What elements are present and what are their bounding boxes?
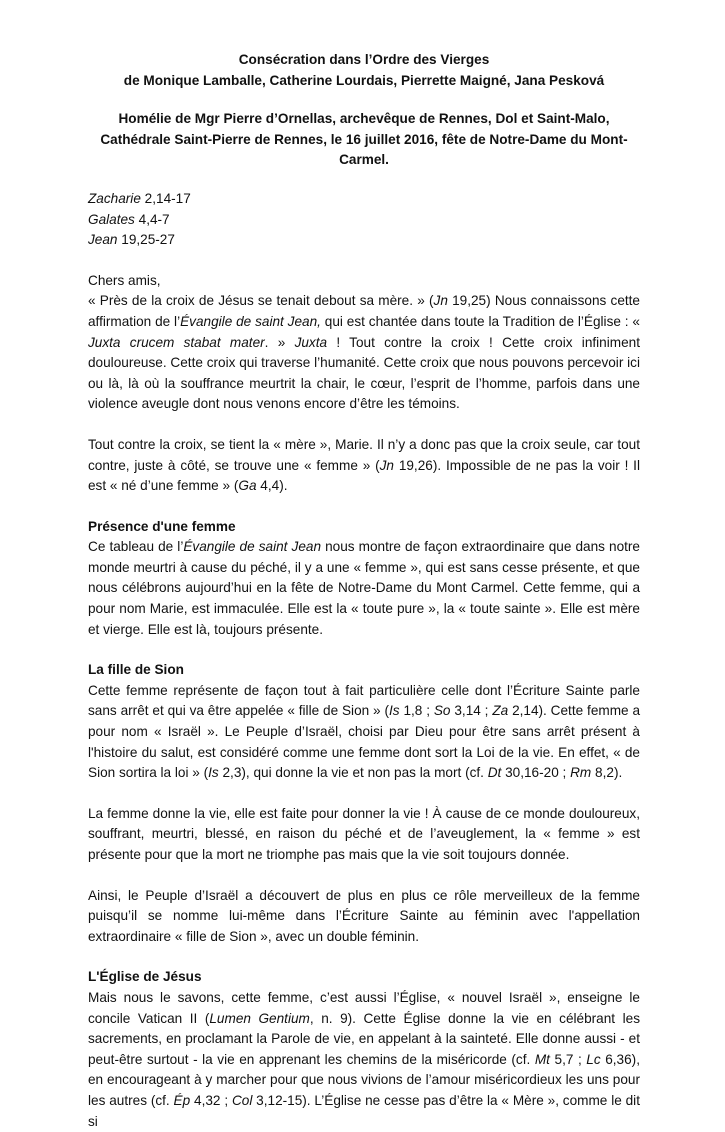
text-run: 4,32 ; bbox=[190, 1092, 232, 1108]
section-sion-paragraph-3: Ainsi, le Peuple d’Israël a découvert de plus en plus ce rôle merveilleux de la femme puisqu’il se nomme lui-même dans l’Écriture Sainte au féminin avec l'appellation extraordinaire « fille de Sion », avec un double féminin. bbox=[88, 887, 640, 944]
section-heading-presence: Présence d'une femme bbox=[88, 518, 236, 534]
intro-paragraph-1 bbox=[88, 291, 640, 415]
greeting: Chers amis, bbox=[88, 272, 161, 288]
text-run: 5,7 ; bbox=[549, 1051, 587, 1067]
bible-ref: Rm bbox=[570, 765, 592, 781]
bible-ref: Za bbox=[492, 703, 509, 719]
bible-ref: So bbox=[433, 703, 451, 719]
reading-book: Galates bbox=[88, 211, 135, 227]
text-run: 19,26). Impossible de ne pas la voir ! Il est « né d’une femme » ( bbox=[88, 457, 640, 494]
section-heading-eglise: L'Église de Jésus bbox=[88, 969, 202, 985]
homily-author: Homélie de Mgr Pierre d’Ornellas, archevêque de Rennes, Dol et Saint-Malo, bbox=[118, 111, 610, 127]
section-eglise-paragraph bbox=[88, 988, 640, 1132]
title-block bbox=[88, 50, 640, 91]
latin-word: Juxta bbox=[294, 334, 328, 350]
reading-book: Jean bbox=[88, 232, 118, 248]
work-title: Évangile de saint Jean bbox=[183, 539, 322, 555]
bible-ref: Jn bbox=[433, 293, 448, 309]
work-title: Évangile de saint Jean, bbox=[180, 313, 321, 329]
bible-ref: Dt bbox=[487, 765, 502, 781]
reading-ref: 2,14-17 bbox=[140, 190, 191, 206]
bible-ref: Lc bbox=[586, 1051, 601, 1067]
section-presence-paragraph bbox=[88, 537, 640, 640]
text-run: Ce tableau de l’ bbox=[88, 539, 184, 555]
text-run: 4,4). bbox=[256, 478, 288, 494]
text-run: 30,16-20 ; bbox=[501, 765, 571, 781]
text-run: nous montre de façon extraordinaire que dans notre monde meurtri à cause du péché, il y a une « femme », qui est sans cesse présente, et que nous célébrons aujourd’hui en la fête de Notre-Dame du Mont Carmel. Cette femme, qui a pour nom Marie, est immaculée. Elle est la « toute pure », la « toute sainte ». Elle est mère et vierge. Elle est là, toujours présente. bbox=[88, 539, 640, 637]
text-run: 6,36), en encourageant à y marcher pour que nous vivions de l’amour miséricordieux les uns pour les autres (cf. bbox=[88, 1051, 640, 1108]
text-run: Mais nous le savons, cette femme, c’est aussi l’Église, « nouvel Israël », enseigne le concile Vatican II ( bbox=[88, 989, 640, 1026]
document-page bbox=[88, 50, 640, 1132]
section-sion-paragraph-2: La femme donne la vie, elle est faite pour donner la vie ! À cause de ce monde douloureux, souffrant, meurtri, blessé, en raison du péché et de l’aveuglement, la « femme » est présente pour que la mort ne triomphe pas mais que la vie soit toujours donnée. bbox=[88, 805, 640, 862]
text-run: 3,12-15). L’Église ne cesse pas d’être la « Mère », comme le dit si bbox=[88, 1092, 640, 1129]
text-run: 1,8 ; bbox=[399, 703, 434, 719]
bible-ref: Ga bbox=[238, 478, 257, 494]
reading-ref: 4,4-7 bbox=[134, 211, 170, 227]
bible-ref: Ép bbox=[173, 1092, 191, 1108]
bible-ref: Mt bbox=[534, 1051, 550, 1067]
reading-book: Zacharie bbox=[88, 190, 141, 206]
latin-quote: Juxta crucem stabat mater bbox=[88, 334, 265, 350]
bible-ref: Col bbox=[231, 1092, 253, 1108]
text-run: . » bbox=[264, 334, 295, 350]
text-run: ! Tout contre la croix ! Cette croix infiniment douloureuse. Cette croix qui traverse l’humanité. Cette croix que nous pouvons percevoir ici ou là, là où la souffrance meurtrit la chair, le cœur, l’esprit de l’homme, parfois dans une violence aveugle dont nous venons encore d’être les témoins. bbox=[88, 334, 640, 412]
text-run: 19,25) Nous connaissons cette affirmation de l’ bbox=[88, 293, 640, 329]
text-run: qui est chantée dans toute la Tradition de l’Église : « bbox=[320, 313, 640, 329]
text-run: 2,14). Cette femme a pour nom « Israël ». Le Peuple d’Israël, choisi par Dieu pour être sans arrêt présent à l'histoire du salut, est considéré comme une femme dont sort la Loi de la vie. En effet, « de Sion sortira la loi » ( bbox=[88, 703, 641, 781]
text-run: « Près de la croix de Jésus se tenait debout sa mère. » ( bbox=[88, 293, 434, 309]
homily-place-date: Cathédrale Saint-Pierre de Rennes, le 16 juillet 2016, fête de Notre-Dame du Mont-Carmel. bbox=[100, 131, 628, 168]
section-heading-sion: La fille de Sion bbox=[88, 662, 184, 678]
text-run: Cette femme représente de façon tout à fait particulière celle dont l’Écriture Sainte parle sans arrêt et qui va être appelée « fille de Sion » ( bbox=[88, 682, 640, 719]
reading-item bbox=[88, 230, 640, 251]
bible-ref: Is bbox=[208, 765, 219, 781]
reading-ref: 19,25-27 bbox=[117, 232, 175, 248]
homily-info bbox=[88, 109, 640, 171]
bible-ref: Is bbox=[389, 703, 400, 719]
section-sion-paragraph-1 bbox=[88, 681, 640, 784]
document-subtitle: de Monique Lamballe, Catherine Lourdais, Pierrette Maigné, Jana Pesková bbox=[123, 72, 605, 88]
reading-item bbox=[88, 189, 640, 210]
work-title: Lumen Gentium bbox=[209, 1010, 310, 1026]
text-run: , n. 9). Cette Église donne la vie en célébrant les sacrements, en proclamant la Parole de vie, en appelant à la sainteté. Elle donne aussi - et peut-être surtout - la vie en apprenant les chemins de la miséricorde (cf. bbox=[88, 1010, 641, 1067]
readings-list bbox=[88, 189, 640, 251]
bible-ref: Jn bbox=[379, 457, 394, 473]
text-run: 8,2). bbox=[591, 765, 623, 781]
text-run: 3,14 ; bbox=[450, 703, 493, 719]
text-run: Tout contre la croix, se tient la « mère », Marie. Il n’y a donc pas que la croix seule, car tout contre, juste à côté, se trouve une « femme » ( bbox=[88, 436, 640, 473]
text-run: 2,3), qui donne la vie et non pas la mort (cf. bbox=[218, 765, 488, 781]
intro-paragraph-2 bbox=[88, 435, 640, 497]
reading-item bbox=[88, 210, 640, 231]
document-title: Consécration dans l’Ordre des Vierges bbox=[238, 52, 490, 67]
